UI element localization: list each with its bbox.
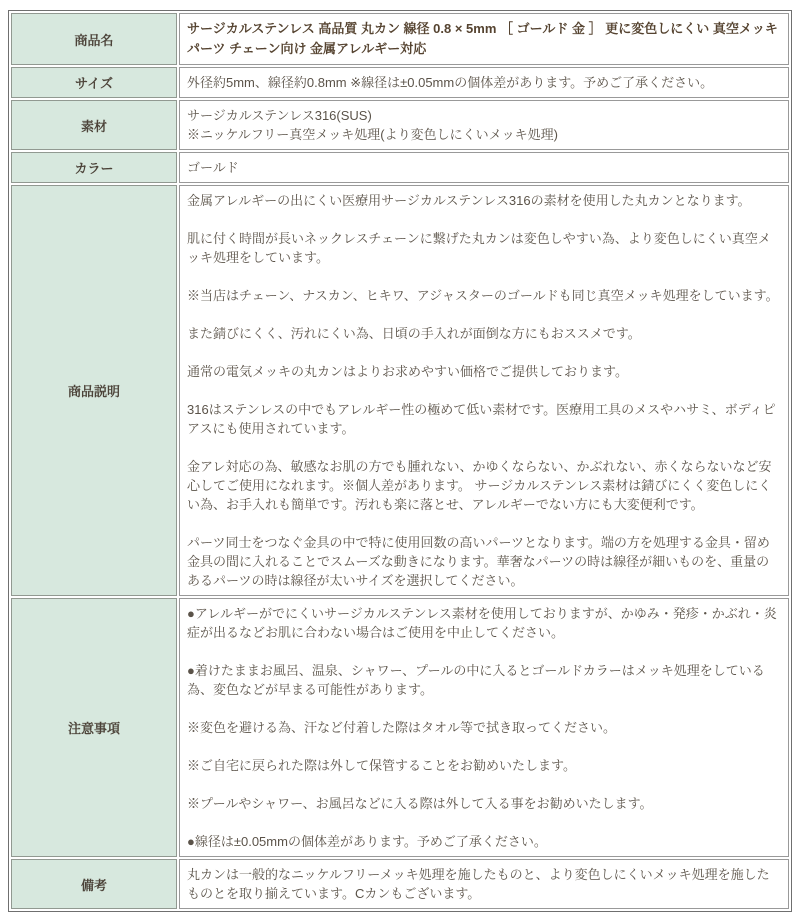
size-paragraph: 外径約5mm、線径約0.8mm ※線径は±0.05mmの個体差があります。予めご了承ください。 <box>187 75 714 90</box>
material-paragraph: サージカルステンレス316(SUS) <box>187 108 372 123</box>
spec-row-color <box>11 152 789 183</box>
row-content-material <box>179 100 789 150</box>
precautions-paragraph: ●線径は±0.05mmの個体差があります。予めご了承ください。 <box>187 834 547 849</box>
description-paragraph: 金属アレルギーの出にくい医療用サージカルステンレス316の素材を使用した丸カンとなります。 <box>187 193 751 208</box>
description-paragraph: 肌に付く時間が長いネックレスチェーンに繋げた丸カンは変色しやすい為、より変色しにくい真空メッキ処理をしています。 <box>187 231 771 265</box>
precautions-paragraph: ●着けたままお風呂、温泉、シャワー、プールの中に入るとゴールドカラーはメッキ処理をしている為、変色などが早まる可能性があります。 <box>187 663 765 697</box>
product-spec-table-body <box>11 13 789 909</box>
row-content-precautions <box>179 598 789 857</box>
spec-row-product-name <box>11 13 789 65</box>
description-paragraph: また錆びにくく、汚れにくい為、日頃の手入れが面倒な方にもおススメです。 <box>187 326 641 341</box>
row-content-description <box>179 185 789 596</box>
row-header-size: サイズ <box>11 67 177 98</box>
row-content-size <box>179 67 789 98</box>
row-header-description: 商品説明 <box>11 185 177 596</box>
row-header-remarks: 備考 <box>11 859 177 909</box>
product-spec-table <box>8 10 792 912</box>
description-paragraph: パーツ同士をつなぐ金具の中で特に使用回数の高いパーツとなります。端の方を処理する金具・留め金具の間に入れることでスムーズな動きになります。華奢なパーツの時は線径が細いものを、重量のあるパーツの時は線径が太いサイズを選択してください。 <box>187 535 770 588</box>
row-header-material: 素材 <box>11 100 177 150</box>
precautions-paragraph: ※変色を避ける為、汗など付着した際はタオル等で拭き取ってください。 <box>187 720 617 735</box>
spec-row-precautions <box>11 598 789 857</box>
description-paragraph: 金アレ対応の為、敏感なお肌の方でも腫れない、かゆくならない、かぶれない、赤くならないなど安心してご使用になれます。※個人差があります。 サージカルステンレス素材は錆びにくく変色しにくい為、お手入れも簡単です。汚れも楽に落とせ、アレルギーでない方にも大変便利です。 <box>187 459 772 512</box>
row-header-color: カラー <box>11 152 177 183</box>
precautions-paragraph: ●アレルギーがでにくいサージカルステンレス素材を使用しておりますが、かゆみ・発疹・かぶれ・炎症が出るなどお肌に合わない場合はご使用を中止してください。 <box>187 606 777 640</box>
spec-row-size <box>11 67 789 98</box>
precautions-paragraph: ※プールやシャワー、お風呂などに入る際は外して入る事をお勧めいたします。 <box>187 796 653 811</box>
precautions-paragraph: ※ご自宅に戻られた際は外して保管することをお勧めいたします。 <box>187 758 576 773</box>
row-content-color <box>179 152 789 183</box>
row-content-product-name <box>179 13 789 65</box>
row-content-remarks <box>179 859 789 909</box>
description-paragraph: 316はステンレスの中でもアレルギー性の極めて低い素材です。医療用工具のメスやハサミ、ボディピアスにも使用されています。 <box>187 402 776 436</box>
color-paragraph: ゴールド <box>187 160 239 175</box>
description-paragraph: 通常の電気メッキの丸カンはよりお求めやすい価格でご提供しております。 <box>187 364 628 379</box>
remarks-paragraph: 丸カンは一般的なニッケルフリーメッキ処理を施したものと、より変色しにくいメッキ処理を施したものとを取り揃えています。Cカンもございます。 <box>187 867 770 901</box>
row-header-precautions: 注意事項 <box>11 598 177 857</box>
row-header-product-name: 商品名 <box>11 13 177 65</box>
description-paragraph: ※当店はチェーン、ナスカン、ヒキワ、アジャスターのゴールドも同じ真空メッキ処理をしています。 <box>187 288 779 303</box>
spec-row-remarks <box>11 859 789 909</box>
spec-row-material <box>11 100 789 150</box>
product-name-paragraph: サージカルステンレス 高品質 丸カン 線径 0.8 × 5mm ［ ゴールド 金 ］ 更に変色しにくい 真空メッキ パーツ チェーン向け 金属アレルギー対応 <box>187 21 778 56</box>
material-paragraph: ※ニッケルフリー真空メッキ処理(より変色しにくいメッキ処理) <box>187 127 558 142</box>
spec-row-description <box>11 185 789 596</box>
